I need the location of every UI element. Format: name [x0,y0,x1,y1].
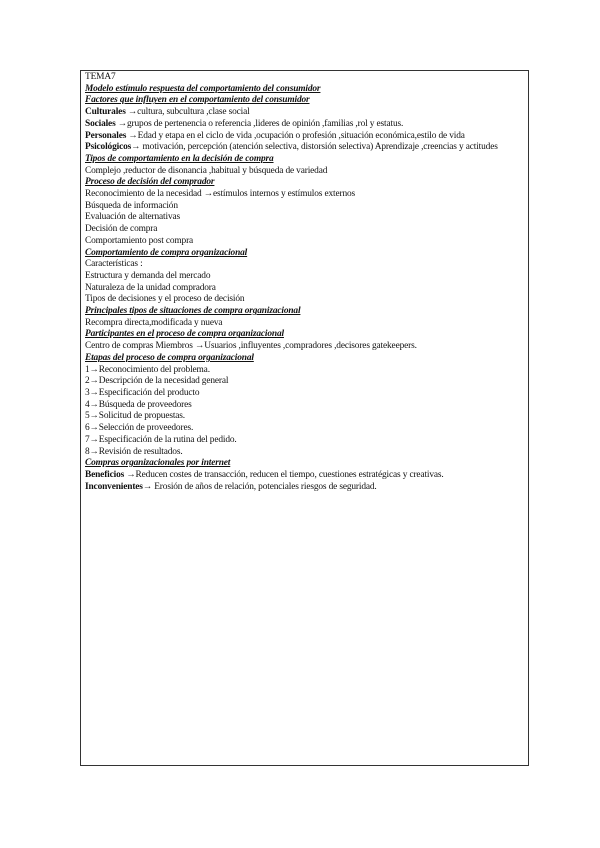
factor-culturales [85,107,525,119]
situaciones-text: Recompra directa,modificada y nueva [85,317,223,328]
inconvenientes-line [85,482,525,494]
factor-text: →Edad y etapa en el ciclo de vida ,ocupación o profesión ,situación económica,estilo de vida [126,130,465,141]
etapa-item: 5→Solicitud de propuestas. [85,411,185,422]
etapa-item: 3→Especificación del producto [85,387,200,398]
factor-label: Culturales [85,107,126,118]
factor-label: Sociales [85,118,116,129]
etapa-item: 1→Reconocimiento del problema. [85,364,210,375]
factor-text: →cultura, subcultura ,clase social [125,107,250,118]
proceso-heading: Proceso de decisión del comprador [85,177,215,188]
inconvenientes-label: Inconvenientes [85,481,143,492]
participantes-heading: Participantes en el proceso de compra organizacional [85,329,284,340]
factor-text: → motivación, percepción (atención selectiva, distorsión selectiva) Aprendizaje ,creencias y actitudes [131,142,498,153]
tema-label: TEMA7 [85,72,116,82]
org-item: Estructura y demanda del mercado [85,270,211,281]
beneficios-label: Beneficios [85,469,125,480]
inconvenientes-text: → Erosión de años de relación, potenciales riesgos de seguridad. [142,481,377,492]
etapa-item: 6→Selección de proveedores. [85,423,194,434]
proceso-item: Decisión de compra [85,224,158,235]
tipos-heading: Tipos de comportamiento en la decisión de compra [85,153,274,164]
beneficios-line [85,470,525,482]
modelo-heading: Modelo estímulo respuesta del comportamiento del consumidor [85,83,321,94]
internet-heading: Compras organizacionales por internet [85,458,231,469]
etapa-item: 2→Descripción de la necesidad general [85,376,229,387]
factor-sociales [85,119,525,131]
etapas-heading: Etapas del proceso de compra organizacional [85,352,254,363]
factores-heading: Factores que influyen en el comportamiento del consumidor [85,95,310,106]
factor-psicologicos [85,142,525,154]
factor-label: Psicológicos [85,142,132,153]
proceso-item: Comportamiento post compra [85,235,194,246]
etapa-item: 8→Revisión de resultados. [85,446,183,457]
factor-label: Personales [85,130,127,141]
proceso-item: Reconocimiento de la necesidad →estímulos internos y estímulos externos [85,189,356,200]
document-content [85,72,525,493]
participantes-text: Centro de compras Miembros →Usuarios ,influyentes ,compradores ,decisores gatekeepers. [85,341,417,352]
proceso-item: Evaluación de alternativas [85,212,181,223]
proceso-item: Búsqueda de información [85,200,178,211]
org-item: Tipos de decisiones y el proceso de decisión [85,294,245,305]
beneficios-text: →Reducen costes de transacción, reducen el tiempo, cuestiones estratégicas y creativas. [124,469,444,480]
org-item: Naturaleza de la unidad compradora [85,282,216,293]
situaciones-heading: Principales tipos de situaciones de compra organizacional [85,306,301,317]
tipos-text: Complejo ,reductor de disonancia ,habitual y búsqueda de variedad [85,165,328,176]
etapa-item: 4→Búsqueda de proveedores [85,399,192,410]
org-item: Características : [85,259,143,270]
factor-personales [85,131,525,143]
org-heading: Comportamiento de compra organizacional [85,247,248,258]
factor-text: →grupos de pertenencia o referencia ,lideres de opinión ,familias ,rol y estatus. [115,118,404,129]
etapa-item: 7→Especificación de la rutina del pedido. [85,434,237,445]
